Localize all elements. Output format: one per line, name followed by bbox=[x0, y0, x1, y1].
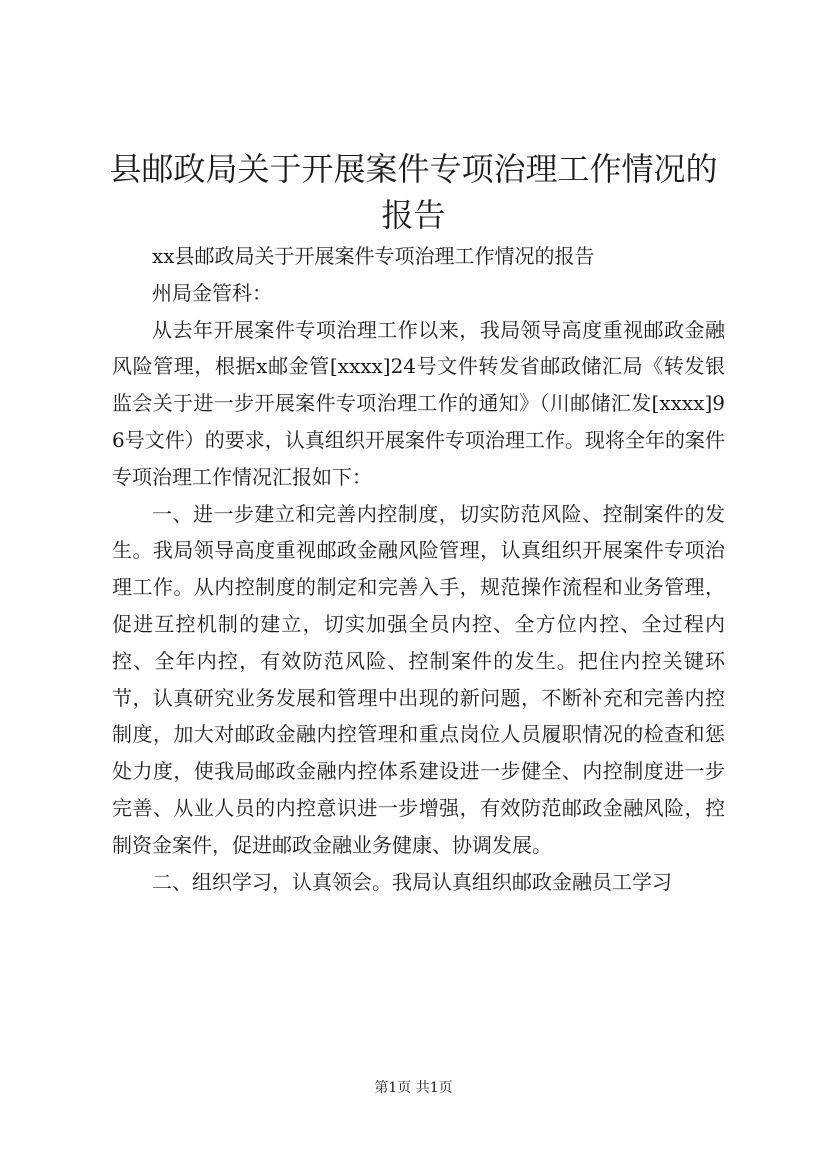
document-title: 县邮政局关于开展案件专项治理工作情况的报告 bbox=[109, 150, 718, 234]
document-body bbox=[112, 238, 725, 900]
section-one-paragraph: 一、进一步建立和完善内控制度，切实防范风险、控制案件的发生。我局领导高度重视邮政金融风险管理，认真组织开展案件专项治理工作。从内控制度的制定和完善入手，规范操作流程和业务管理，促进互控机制的建立，切实加强全员内控、全方位内控、全过程内控、全年内控，有效防范风险、控制案件的发生。把住内控关键环节，认真研究业务发展和管理中出现的新问题，不断补充和完善内控制度，加大对邮政金融内控管理和重点岗位人员履职情况的检查和惩处力度，使我局邮政金融内控体系建设进一步健全、内控制度进一步完善、从业人员的内控意识进一步增强，有效防范邮政金融风险，控制资金案件，促进邮政金融业务健康、协调发展。 bbox=[112, 501, 725, 857]
subtitle-paragraph: xx县邮政局关于开展案件专项治理工作情况的报告 bbox=[152, 244, 595, 268]
salutation-paragraph: 州局金管科： bbox=[152, 280, 272, 305]
section-two-paragraph: 二、组织学习，认真领会。我局认真组织邮政金融员工学习 bbox=[152, 869, 672, 894]
page-footer: 第1页 共1页 bbox=[374, 1080, 453, 1096]
intro-paragraph: 从去年开展案件专项治理工作以来，我局领导高度重视邮政金融风险管理，根据x邮金管[xxxx]24号文件转发省邮政储汇局《转发银监会关于进一步开展案件专项治理工作的通知》（川邮储汇发[xxxx]96号文件）的要求，认真组织开展案件专项治理工作。现将全年的案件专项治理工作情况汇报如下： bbox=[112, 317, 725, 489]
